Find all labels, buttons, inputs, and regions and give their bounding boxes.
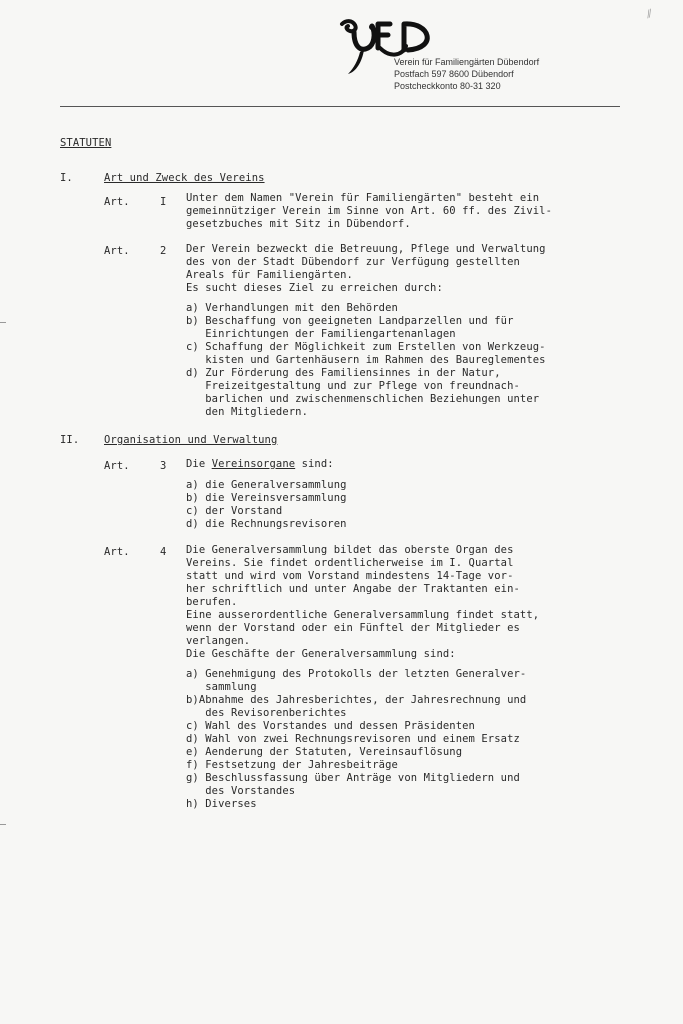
art4-line: c) Wahl des Vorstandes und dessen Präsidenten (186, 720, 475, 732)
letterhead-org: Verein für Familiengärten Dübendorf (394, 57, 540, 67)
art3-intro (186, 458, 334, 471)
section-number: I. (60, 172, 73, 184)
art3-item: c) der Vorstand (186, 505, 283, 517)
art2-line: den Mitgliedern. (186, 406, 309, 418)
art4-line: g) Beschlussfassung über Anträge von Mitgliedern und (186, 772, 520, 784)
section-title: Organisation und Verwaltung (104, 434, 278, 446)
art2-line: c) Schaffung der Möglichkeit zum Erstellen von Werkzeug- (186, 341, 546, 353)
letterhead-konto: Postcheckkonto 80-31 320 (394, 81, 501, 91)
art4-line: Eine ausserordentliche Generalversammlung findet statt, (186, 609, 540, 621)
article-label: Art. (104, 460, 130, 472)
art4-line: verlangen. (186, 635, 251, 647)
art2-line: b) Beschaffung von geeigneten Landparzellen und für (186, 315, 514, 327)
art2-line: Areals für Familiengärten. (186, 269, 353, 281)
header-rule (60, 106, 620, 107)
art3-item: a) die Generalversammlung (186, 479, 347, 491)
art2-line: Freizeitgestaltung und zur Pflege von freundnach- (186, 380, 520, 392)
art4-line: wenn der Vorstand oder ein Fünftel der Mitglieder es (186, 622, 520, 634)
letterhead-address (394, 56, 539, 92)
art2-line: kisten und Gartenhäusern im Rahmen des Baureglementes (186, 354, 546, 366)
art4-line: Die Geschäfte der Generalversammlung sind: (186, 648, 456, 660)
art4-line: des Revisorenberichtes (186, 707, 347, 719)
art3-item: b) die Vereinsversammlung (186, 492, 347, 504)
article-label: Art. (104, 546, 130, 558)
art4-line: her schriftlich und unter Angabe der Traktanten ein- (186, 583, 520, 595)
article-number: 3 (160, 460, 167, 472)
pencil-mark-icon: ⁄⁄ (645, 7, 655, 21)
article-label: Art. (104, 196, 130, 208)
punch-mark (0, 824, 6, 825)
art4-line: des Vorstandes (186, 785, 296, 797)
art4-line: statt und wird vom Vorstand mindestens 14-Tage vor- (186, 570, 514, 582)
art2-line: a) Verhandlungen mit den Behörden (186, 302, 398, 314)
art4-line: Die Generalversammlung bildet das oberste Organ des (186, 544, 514, 556)
punch-mark (0, 322, 6, 323)
art4-line: Vereins. Sie findet ordentlicherweise im I. Quartal (186, 557, 514, 569)
art3-item: d) die Rechnungsrevisoren (186, 518, 347, 530)
letterhead-postfach: Postfach 597 8600 Dübendorf (394, 69, 514, 79)
art3-intro-underlined: Vereinsorgane (211, 458, 296, 470)
art1-line: gesetzbuches mit Sitz in Dübendorf. (186, 218, 411, 230)
article-number: I (160, 196, 167, 208)
art1-line: Unter dem Namen "Verein für Familiengärten" besteht ein (186, 192, 540, 204)
art4-line: sammlung (186, 681, 257, 693)
article-label: Art. (104, 245, 130, 257)
art1-line: gemeinnütziger Verein im Sinne von Art. 60 ff. des Zivil- (186, 205, 553, 217)
section-number: II. (60, 434, 80, 446)
art4-line: b)Abnahme des Jahresberichtes, der Jahresrechnung und (186, 694, 527, 706)
section-title: Art und Zweck des Vereins (104, 172, 265, 184)
art4-line: d) Wahl von zwei Rechnungsrevisoren und einem Ersatz (186, 733, 520, 745)
doc-title: STATUTEN (60, 137, 112, 149)
art2-line: des von der Stadt Dübendorf zur Verfügung gestellten (186, 256, 520, 268)
art2-line: barlichen und zwischenmenschlichen Beziehungen unter (186, 393, 540, 405)
art3-intro-post: sind: (295, 458, 334, 470)
article-number: 2 (160, 245, 167, 257)
art4-line: f) Festsetzung der Jahresbeiträge (186, 759, 398, 771)
art4-line: a) Genehmigung des Protokolls der letzten Generalver- (186, 668, 527, 680)
art3-intro-pre: Die (186, 458, 212, 470)
article-number: 4 (160, 546, 167, 558)
art2-line: Der Verein bezweckt die Betreuung, Pflege und Verwaltung (186, 243, 546, 255)
art4-line: berufen. (186, 596, 238, 608)
art2-line: Es sucht dieses Ziel zu erreichen durch: (186, 282, 443, 294)
art2-line: d) Zur Förderung des Familiensinnes in der Natur, (186, 367, 501, 379)
art4-line: h) Diverses (186, 798, 257, 810)
art2-line: Einrichtungen der Familiengartenanlagen (186, 328, 456, 340)
art4-line: e) Aenderung der Statuten, Vereinsauflösung (186, 746, 463, 758)
